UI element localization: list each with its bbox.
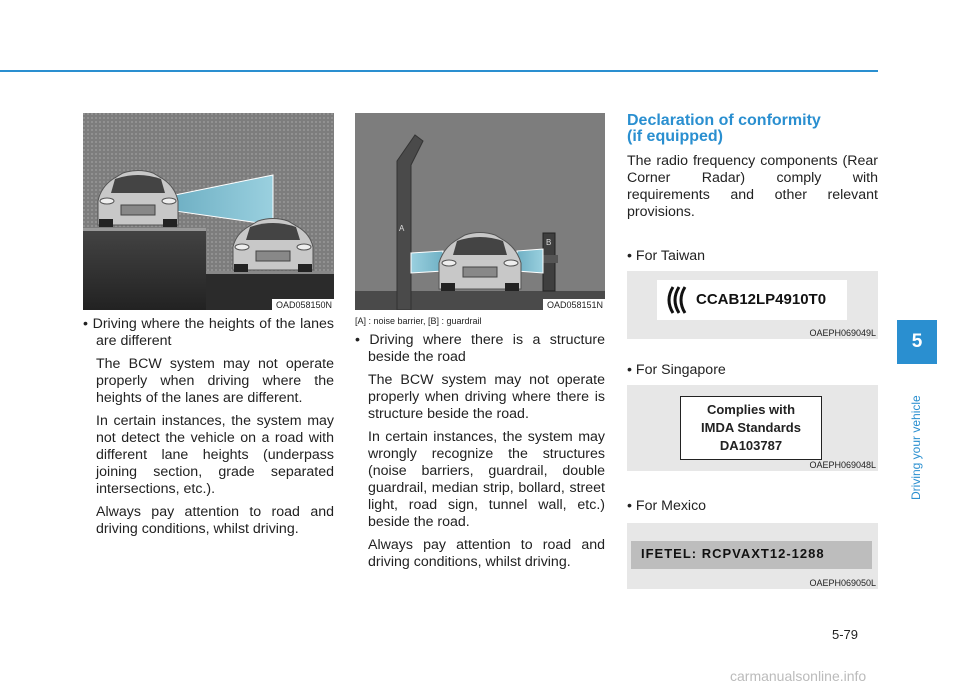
imda-line-1: Complies with [706, 402, 796, 417]
singapore-cert-code: OAEPH069048L [809, 460, 876, 470]
declaration-body: The radio frequency components (Rear Corner Radar) comply with requirements and other relevant provisions. [627, 153, 878, 220]
imda-label-box [680, 396, 822, 460]
chapter-tab: 5 [897, 320, 937, 364]
column-declaration [627, 113, 878, 589]
page-number: 5-79 [832, 627, 859, 642]
paragraph-2: In certain instances, the system may wrongly recognize the structures (noise barriers, guardrail, double guardrail, median strip, bollard, street light, road sign, tunnel wall, etc.) beside the road. [368, 429, 605, 530]
paragraph-3: Always pay attention to road and driving conditions, whilst driving. [368, 537, 605, 570]
column-lane-heights [83, 113, 334, 538]
ifetel-text: IFETEL: RCPVAXT12-1288 [641, 546, 825, 561]
section-heading-line2: (if equipped) [627, 128, 723, 145]
figure-code: OAD058150N [272, 299, 334, 310]
paragraph-3: Always pay attention to road and driving conditions, whilst driving. [96, 504, 334, 537]
bullet-lane-heights: • Driving where the heights of the lanes are different [83, 316, 334, 349]
label-singapore: • For Singapore [627, 362, 726, 378]
figure-different-lane-heights [83, 113, 334, 310]
mexico-cert-code: OAEPH069050L [809, 578, 876, 588]
taiwan-cert-code: OAEPH069049L [809, 328, 876, 338]
paragraph-1: The BCW system may not operate properly when driving where the heights of the lanes are different. [96, 356, 334, 406]
label-b: B [546, 238, 552, 247]
cert-taiwan [627, 271, 878, 339]
cert-mexico [627, 523, 878, 589]
paragraph-2: In certain instances, the system may not detect the vehicle on a road with different lane heights (underpass joining section, grade separated intersections, etc.). [96, 413, 334, 497]
ncc-wave-icon [663, 284, 693, 316]
section-heading-line1: Declaration of conformity [627, 112, 821, 129]
lane-heights-illustration [83, 113, 334, 310]
footer-watermark: carmanualsonline.info [730, 668, 867, 684]
imda-line-3: DA103787 [719, 438, 783, 453]
figure-code: OAD058151N [543, 299, 605, 310]
ifetel-band [631, 541, 872, 569]
column-structure-beside-road [355, 113, 605, 571]
paragraph-1: The BCW system may not operate properly when driving where there is structure beside the road. [368, 372, 605, 422]
label-taiwan: • For Taiwan [627, 248, 706, 264]
taiwan-cert-box [657, 280, 847, 320]
structure-illustration [355, 113, 605, 310]
chapter-title: Driving your vehicle [909, 395, 923, 500]
header-rule [0, 70, 878, 72]
label-mexico: • For Mexico [627, 498, 707, 514]
cert-singapore [627, 385, 878, 471]
label-a: A [399, 224, 405, 233]
imda-line-2: IMDA Standards [701, 420, 801, 435]
figure-caption: [A] : noise barrier, [B] : guardrail [355, 316, 482, 326]
taiwan-cert-text: CCAB12LP4910T0 [696, 291, 827, 308]
figure-structure-beside-road [355, 113, 605, 310]
bullet-structure: • Driving where there is a structure beside the road [355, 332, 605, 365]
